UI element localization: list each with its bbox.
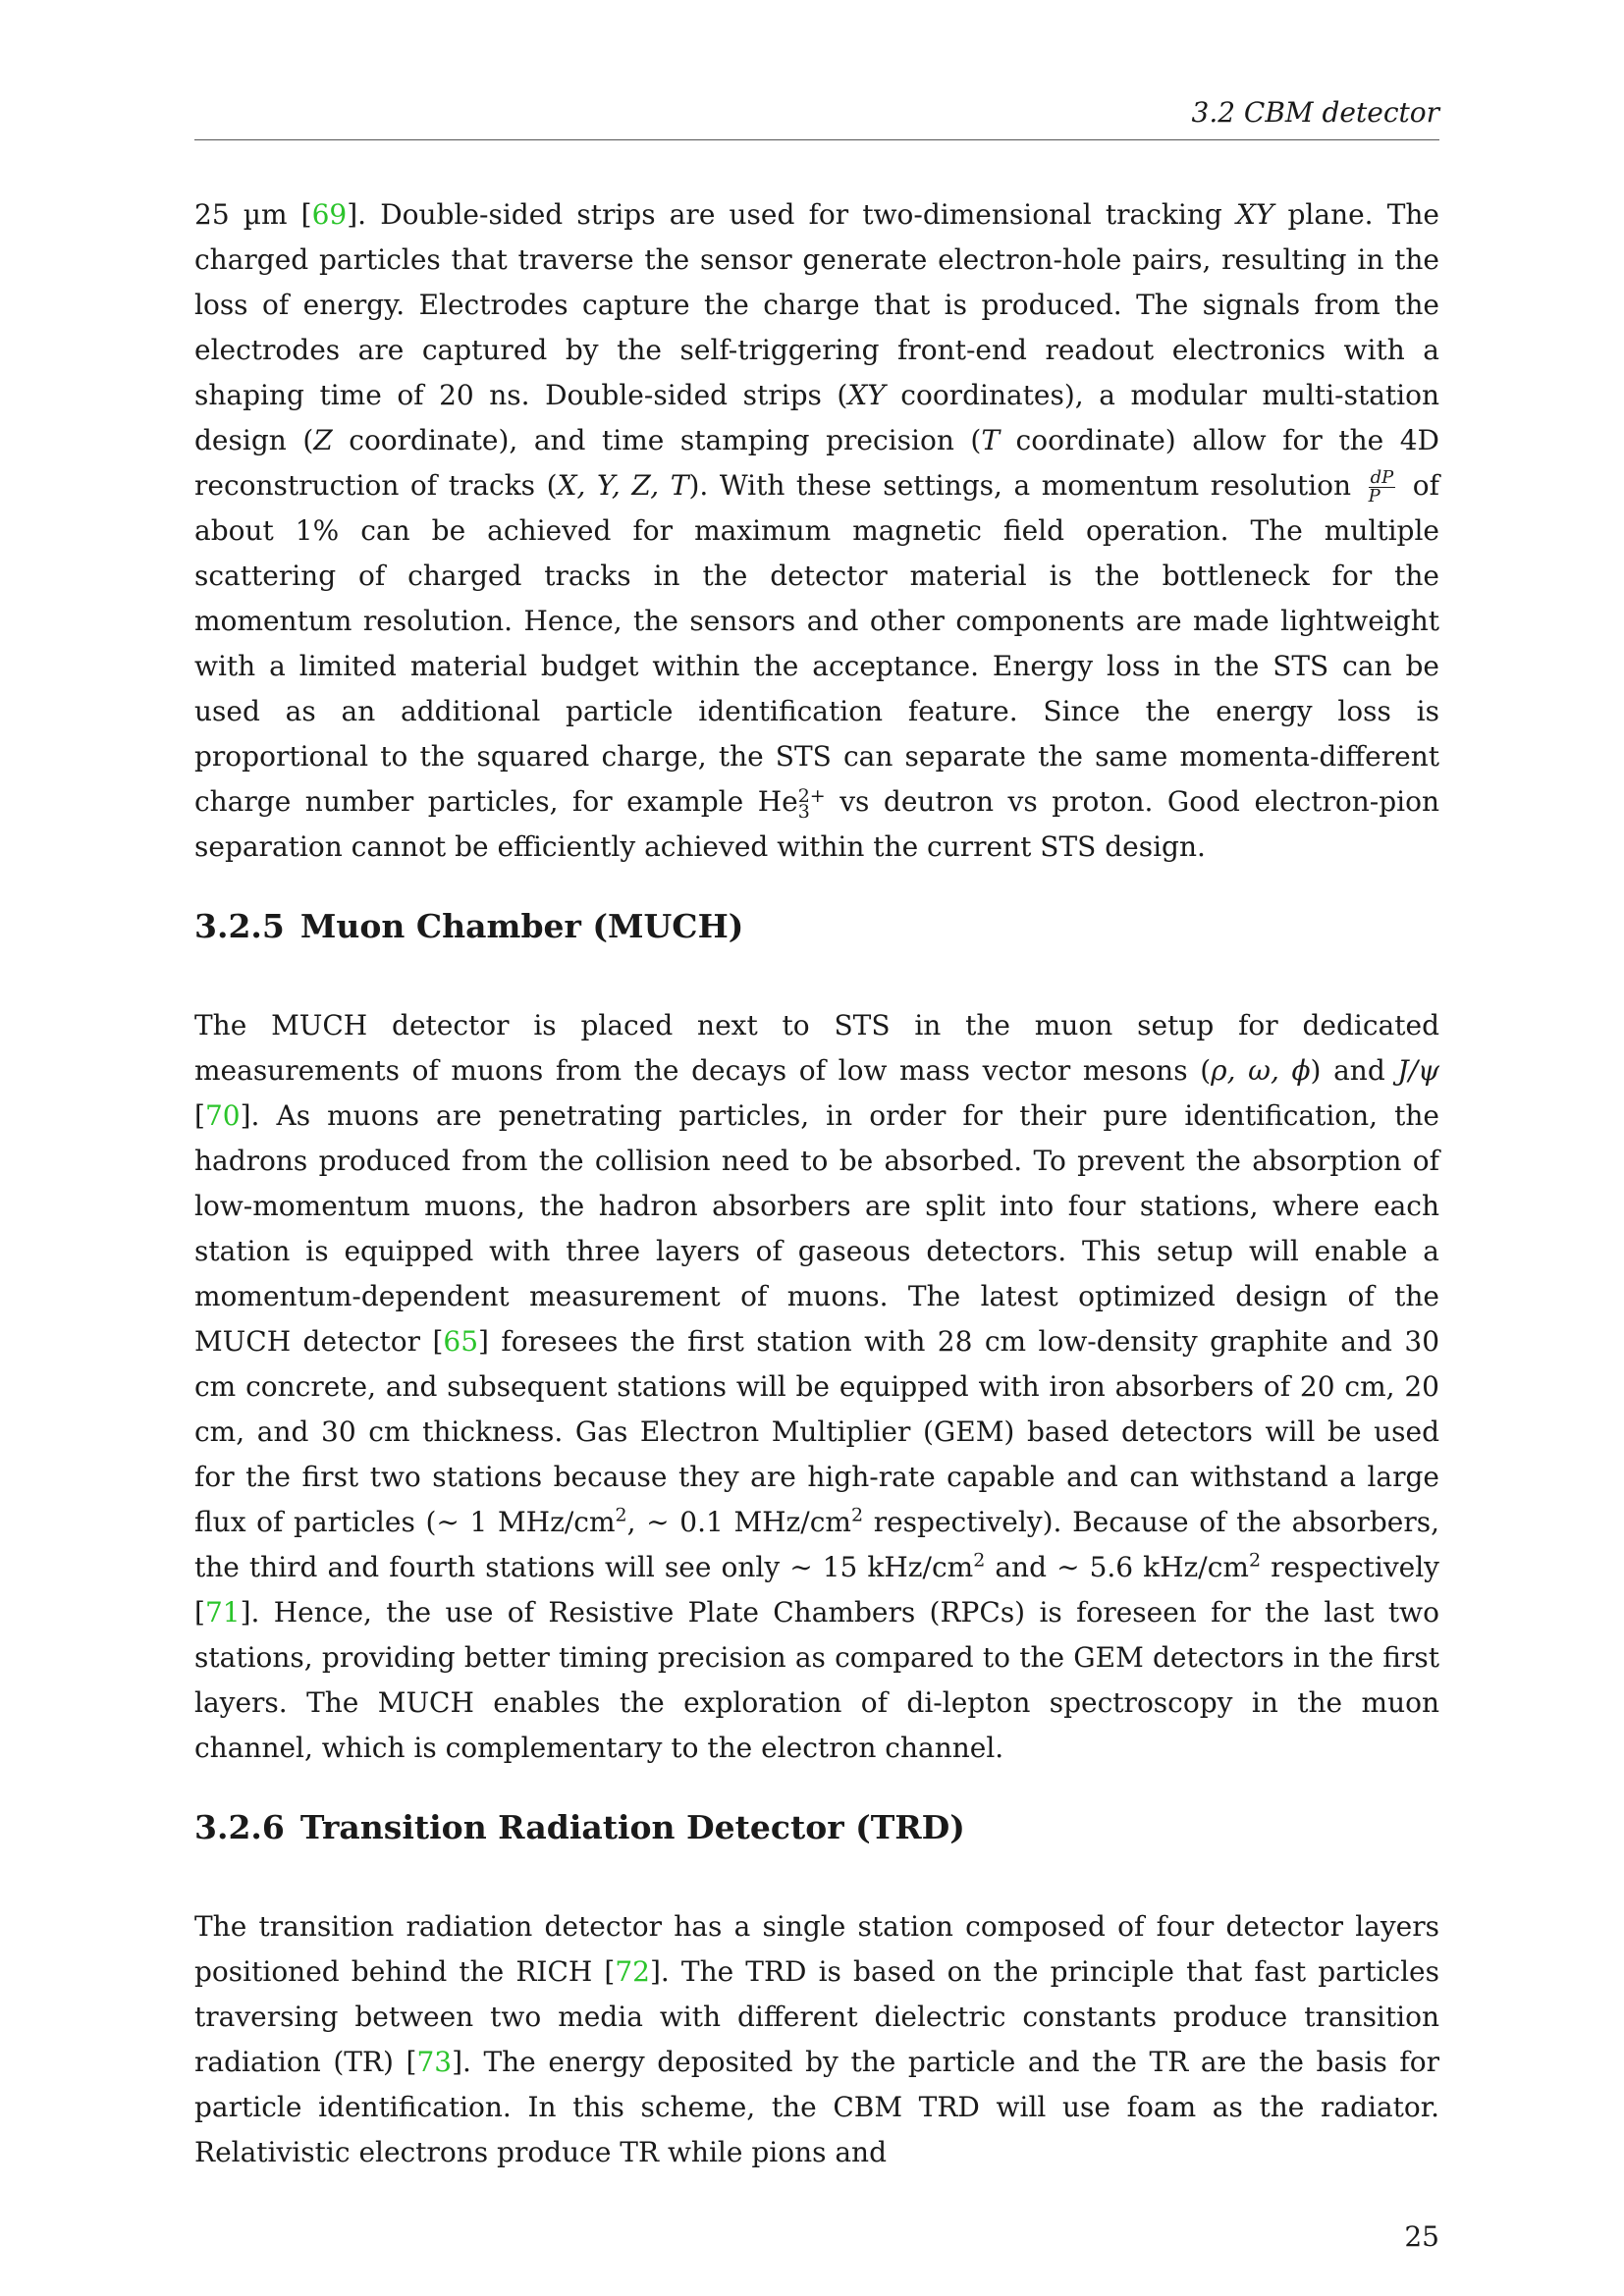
math-xy: XY: [847, 379, 886, 411]
math-t: T: [981, 424, 1001, 456]
citation-link[interactable]: 69: [311, 198, 348, 231]
citation-link[interactable]: 65: [443, 1325, 479, 1358]
math-z: Z: [313, 424, 333, 456]
helium-notation: He 2+ 3: [757, 784, 826, 823]
trd-paragraph: [194, 1904, 1439, 2175]
superscript: 2: [1248, 1549, 1262, 1572]
section-title: Muon Chamber (MUCH): [299, 907, 744, 945]
superscript: 2: [615, 1504, 627, 1526]
math-xyzt: X, Y, Z, T: [557, 469, 689, 502]
citation-link[interactable]: 73: [416, 2046, 453, 2078]
much-paragraph: [194, 1003, 1439, 1771]
page-header: [194, 96, 1439, 140]
paragraph-text: The MUCH detector is placed next to STS in the muon setup for dedicated measurements of muons from the decays of low mass vector mesons (ρ, ω, ϕ) and J/ψ [70]. As muons are penetrating particles, in order for their pure identification, the hadrons produced from the collision need to be absorbed. To prevent the absorption of low-momentum muons, the hadron absorbers are split into four stations, where each station is equipped with three layers of gaseous detectors. This setup will enable a momentum-dependent measurement of muons. The latest optimized design of the MUCH detector [65] foresees the first station with 28 cm low-density graphite and 30 cm concrete, and subsequent stations will be equipped with iron absorbers of 20 cm, 20 cm, and 30 cm thickness. Gas Electron Multiplier (GEM) based detectors will be used for the first two stations because they are high-rate capable and can withstand a large flux of particles (∼ 1 MHz/$cm^2$, ∼ 0.1 MHz/$cm^2$ respectively). Because of the absorbers, the third and fourth stations will see only ∼ 15 kHz/$cm^2$ and ∼ 5.6 kHz/$cm^2$ respectively [71]. Hence, the use of Resistive Plate Chambers (RPCs) is foreseen for the last two stations, providing better timing precision as compared to the GEM detectors in the first layers. The MUCH enables the exploration of di-lepton spectroscopy in the muon channel, which is complementary to the electron channel.: [194, 1009, 1440, 1764]
sts-paragraph: [194, 192, 1439, 870]
math-mesons: ρ, ω, ϕ: [1211, 1054, 1311, 1087]
section-number: 3.2.6: [194, 1808, 285, 1846]
section-title: Transition Radiation Detector (TRD): [299, 1808, 965, 1846]
superscript: 2: [973, 1549, 986, 1572]
paragraph-text: 25 µm [69]. Double-sided strips are used for two-dimensional tracking XY plane. The charged particles that traverse the sensor generate electron-hole pairs, resulting in the loss of energy. Electrodes capture the charge that is produced. The signals from the electrodes are captured by the self-triggering front-end readout electronics with a shaping time of 20 ns. Double-sided strips (XY coordinates), a modular multi-station design (Z coordinate), and time stamping precision (T coordinate) allow for the 4D reconstruction of tracks (X, Y, Z, T). With these settings, a momentum resolution $\frac{dP}{P}$ of about 1% can be achieved for maximum magnetic field operation. The multiple scattering of charged tracks in the detector material is the bottleneck for the momentum resolution. Hence, the sensors and other components are made lightweight with a limited material budget within the acceptance. Energy loss in the STS can be used as an additional particle identification feature. Since the energy loss is proportional to the squared charge, the STS can separate the same momenta-different charge number particles, for example He 2+ 3 vs deutron vs proton. Good electron-pion separation cannot be efficiently achieved within the current STS design.: [194, 198, 1440, 863]
math-xy: XY: [1235, 198, 1274, 231]
math-jpsi: J/ψ: [1397, 1054, 1439, 1087]
section-number: 3.2.5: [194, 907, 285, 945]
citation-link[interactable]: 70: [204, 1099, 241, 1132]
citation-link[interactable]: 72: [615, 1955, 650, 1988]
running-title: 3.2 CBM detector: [1191, 96, 1439, 129]
paragraph-text: The transition radiation detector has a single station composed of four detector layers positioned behind the RICH [72]. The TRD is based on the principle that fast particles traversing between two media with different dielectric constants produce transition radiation (TR) [73]. The energy deposited by the particle and the TR are the basis for particle identification. In this scheme, the CBM TRD will use foam as the radiator. Relativistic electrons produce TR while pions and: [194, 1910, 1440, 2168]
citation-link[interactable]: 71: [204, 1596, 241, 1629]
section-heading-much: [194, 907, 743, 945]
momentum-resolution-fraction: $\frac{dP}{P}$: [1368, 467, 1394, 507]
page-number: 25: [1404, 2220, 1439, 2253]
superscript: 2: [850, 1504, 864, 1526]
section-heading-trd: [194, 1808, 965, 1846]
